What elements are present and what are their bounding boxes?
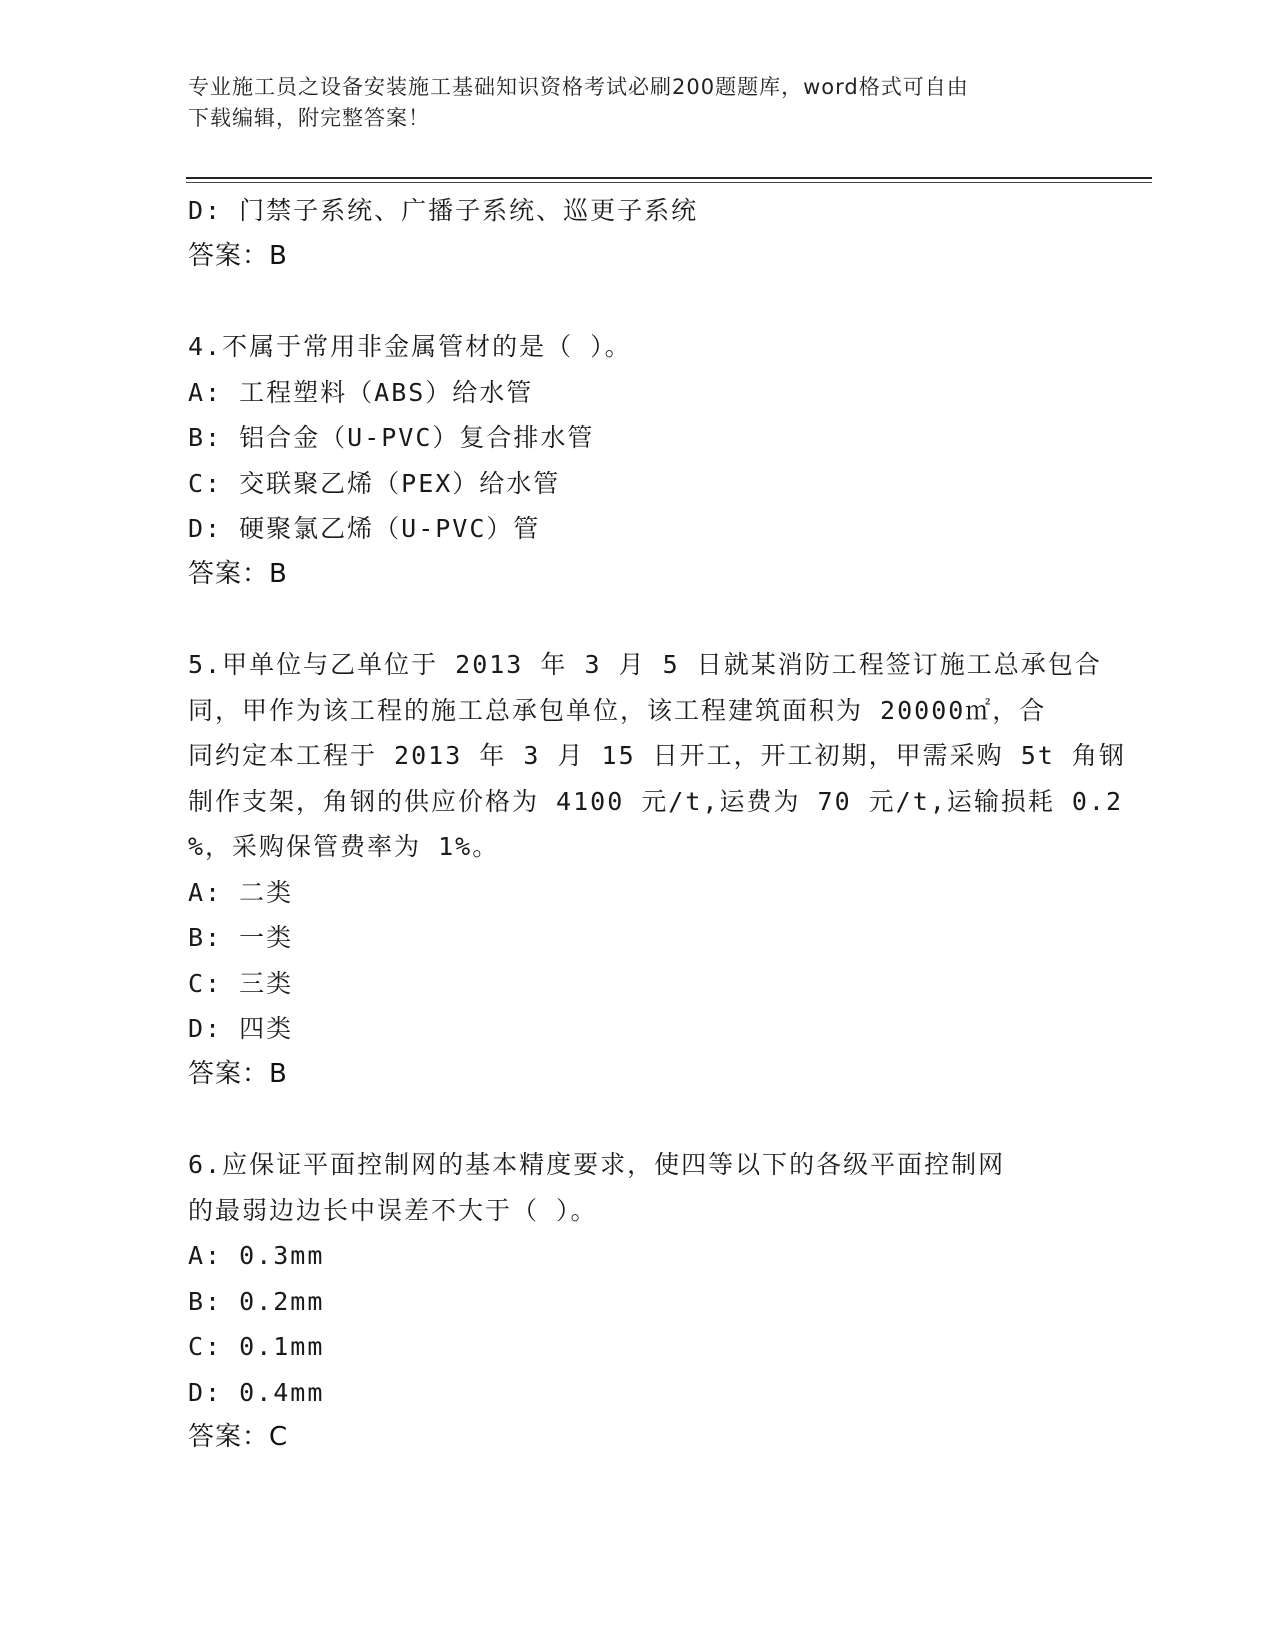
question-6 [188, 1142, 1088, 1461]
question-5-stem-line-5: %，采购保管费率为 1%。 [188, 832, 500, 861]
header-line-1: 专业施工员之设备安装施工基础知识资格考试必刷200题题库，word格式可自由 [188, 75, 969, 99]
question-5-option-d: D: 四类 [188, 1014, 294, 1043]
question-4-answer: 答案：B [188, 558, 288, 589]
document-header [188, 72, 1088, 134]
header-divider [186, 177, 1152, 179]
question-5-answer: 答案：B [188, 1058, 288, 1089]
question-4-option-a: A: 工程塑料（ABS）给水管 [188, 377, 534, 407]
question-6-option-d: D: 0.4mm [188, 1377, 325, 1407]
question-5-stem-line-3: 同约定本工程于 2013 年 3 月 15 日开工，开工初期，甲需采购 5t 角钢 [188, 741, 1126, 770]
carryover-answer: 答案：B [188, 240, 288, 271]
question-5-stem-line-2: 同，甲作为该工程的施工总承包单位，该工程建筑面积为 20000㎡，合 [188, 695, 1047, 725]
header-line-2: 下载编辑，附完整答案！ [188, 106, 430, 130]
question-content [188, 188, 1126, 1461]
question-4-option-d: D: 硬聚氯乙烯（U-PVC）管 [188, 514, 541, 543]
spacer [188, 1097, 1088, 1142]
header-divider-thin [186, 182, 1152, 183]
question-6-stem-line-1: 6.应保证平面控制网的基本精度要求，使四等以下的各级平面控制网 [188, 1150, 1006, 1179]
question-6-answer: 答案：C [188, 1422, 289, 1452]
question-4-option-c: C: 交联聚乙烯（PEX）给水管 [188, 468, 561, 498]
question-4-option-b: B: 铝合金（U-PVC）复合排水管 [188, 423, 595, 452]
question-6-option-b: B: 0.2mm [188, 1286, 325, 1316]
question-6-option-c: C: 0.1mm [188, 1332, 325, 1361]
question-5-stem-line-4: 制作支架，角钢的供应价格为 4100 元/t,运费为 70 元/t,运输损耗 0.2 [188, 786, 1124, 816]
question-6-option-a: A: 0.3mm [188, 1241, 325, 1270]
spacer [188, 279, 1088, 324]
spacer [188, 597, 1088, 642]
question-6-stem-line-2: 的最弱边边长中误差不大于（ ）。 [188, 1195, 598, 1225]
question-5-option-a: A: 二类 [188, 877, 294, 907]
question-4 [188, 324, 1088, 597]
question-5-option-c: C: 三类 [188, 968, 294, 998]
question-5-stem-line-1: 5.甲单位与乙单位于 2013 年 3 月 5 日就某消防工程签订施工总承包合 [188, 650, 1102, 679]
question-5 [188, 642, 1126, 1097]
question-5-option-b: B: 一类 [188, 923, 294, 952]
carryover-option-d: D: 门禁子系统、广播子系统、巡更子系统 [188, 196, 699, 225]
question-4-stem: 4.不属于常用非金属管材的是（ ）。 [188, 332, 632, 361]
